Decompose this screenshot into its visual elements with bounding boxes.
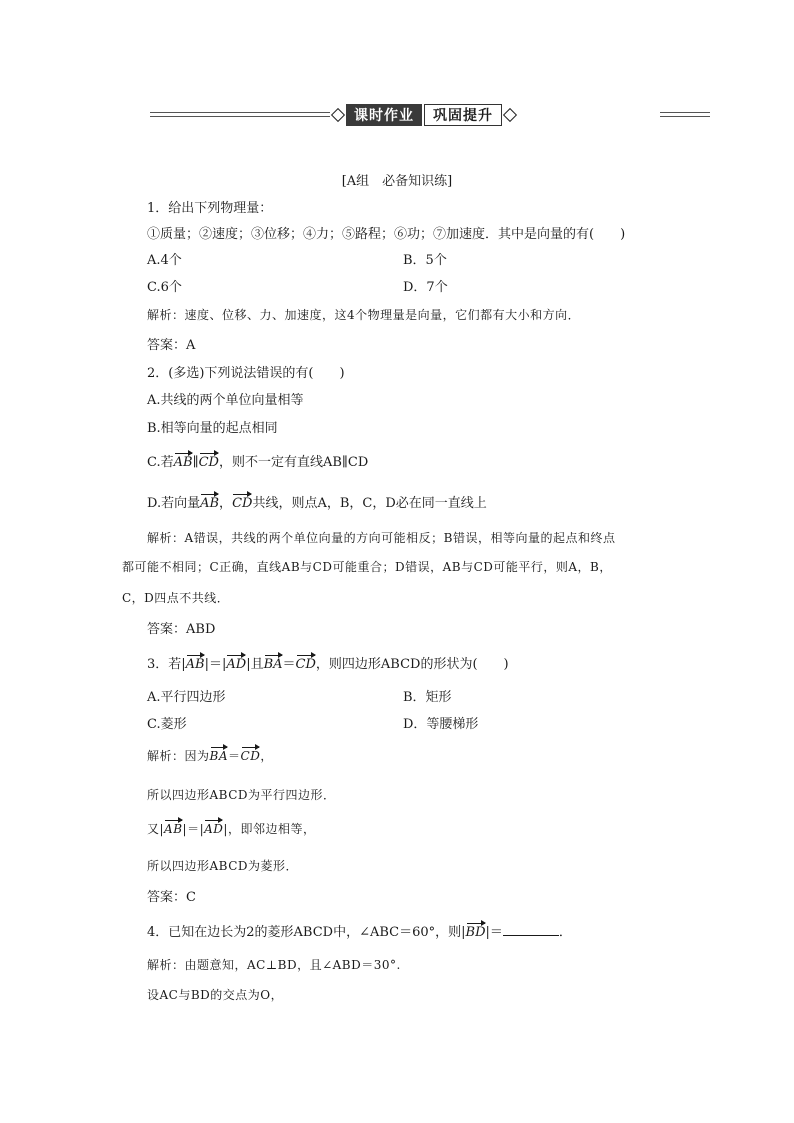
vector-ad: AD — [204, 822, 224, 836]
section-banner — [150, 104, 710, 126]
q3-a1-eq: ＝ — [228, 749, 241, 763]
vector-ab: AB — [200, 496, 220, 511]
q2-d-prefix: D.若向量 — [147, 496, 201, 511]
q3-analysis-line3 — [147, 820, 315, 837]
q3-option-b: B．矩形 — [403, 690, 452, 705]
parallel-symbol: ∥ — [192, 455, 199, 470]
q3-mid: |且 — [246, 657, 264, 672]
q1-list: ①质量；②速度；③位移；④力；⑤路程；⑥功；⑦加速度．其中是向量的有( ) — [147, 227, 626, 242]
vector-cd: CD — [232, 496, 253, 511]
q3-a1-prefix: 解析：因为 — [147, 749, 210, 763]
q3-analysis-line2: 所以四边形ABCD为平行四边形． — [147, 788, 336, 802]
q2-analysis-line1: 解析：A错误，共线的两个单位向量的方向可能相反；B错误，相等向量的起点和终点 — [147, 531, 616, 545]
answer-blank[interactable] — [503, 935, 559, 936]
q4-end: ． — [558, 925, 572, 940]
consolidate-badge: 巩固提升 — [424, 104, 502, 126]
vector-ab: AB — [173, 455, 193, 470]
q3-eq1: |＝| — [204, 657, 227, 672]
homework-badge: 课时作业 — [346, 104, 422, 126]
vector-ba: BA — [209, 749, 228, 763]
vector-ba: BA — [263, 657, 283, 672]
section-title: [A组 必备知识练] — [341, 174, 453, 189]
q3-prefix: 3．若| — [147, 657, 186, 672]
q1-stem: 1．给出下列物理量： — [147, 201, 273, 216]
q4-analysis-line2: 设AC与BD的交点为O， — [147, 988, 284, 1002]
q3-option-c: C.菱形 — [147, 717, 187, 732]
q3-stem — [147, 653, 509, 672]
q2-d-suffix: 共线，则点A，B，C，D必在同一直线上 — [252, 496, 487, 511]
q3-a1-suffix: ， — [260, 749, 273, 763]
diamond-icon — [503, 108, 517, 122]
q4-analysis-line1: 解析：由题意知，AC⊥BD，且∠ABD＝30°. — [147, 958, 401, 972]
q2-stem: 2．(多选)下列说法错误的有( ) — [147, 366, 345, 381]
q3-analysis-line4: 所以四边形ABCD为菱形． — [147, 859, 299, 873]
q1-answer: 答案：A — [147, 338, 196, 353]
vector-ab: AB — [185, 657, 205, 672]
q2-option-d — [147, 492, 487, 511]
q1-option-c: C.6个 — [147, 280, 182, 295]
q1-analysis: 解析：速度、位移、力、加速度，这4个物理量是向量，它们都有大小和方向． — [147, 308, 581, 322]
q3-eq2: ＝ — [282, 657, 296, 672]
q3-a3-mid: |＝| — [182, 822, 205, 836]
vector-ab: AB — [164, 822, 183, 836]
q2-answer: 答案：ABD — [147, 622, 216, 637]
q2-option-b: B.相等向量的起点相同 — [147, 421, 278, 436]
q2-analysis-line3: C，D四点不共线． — [122, 591, 230, 605]
q2-d-separator: ， — [219, 496, 233, 511]
q4-suffix: |＝ — [485, 925, 503, 940]
q4-stem — [147, 921, 572, 940]
q3-option-a: A.平行四边形 — [147, 690, 226, 705]
q3-option-d: D．等腰梯形 — [403, 717, 479, 732]
q1-option-b: B．5个 — [403, 253, 447, 268]
q3-suffix: ，则四边形ABCD的形状为( ) — [315, 657, 509, 672]
q3-analysis-line1 — [147, 747, 273, 764]
vector-cd: CD — [240, 749, 261, 763]
vector-cd: CD — [295, 657, 316, 672]
vector-cd: CD — [198, 455, 219, 470]
q2-c-prefix: C.若 — [147, 455, 174, 470]
q4-prefix: 4．已知在边长为2的菱形ABCD中，∠ABC＝60°，则| — [147, 925, 466, 940]
diamond-icon — [331, 108, 345, 122]
q2-option-c — [147, 451, 368, 470]
q2-option-a: A.共线的两个单位向量相等 — [147, 393, 304, 408]
q3-a3-suffix: |，即邻边相等， — [223, 822, 316, 836]
vector-ad: AD — [226, 657, 247, 672]
q1-option-a: A.4个 — [147, 253, 182, 268]
q2-analysis-line2: 都可能不相同；C正确，直线AB与CD可能重合；D错误，AB与CD可能平行，则A，B， — [122, 560, 612, 574]
q3-answer: 答案：C — [147, 890, 196, 905]
q1-option-d: D．7个 — [403, 280, 448, 295]
vector-bd: BD — [465, 925, 486, 940]
q3-a3-prefix: 又| — [147, 822, 165, 836]
q2-c-suffix: ，则不一定有直线AB∥CD — [218, 455, 369, 470]
